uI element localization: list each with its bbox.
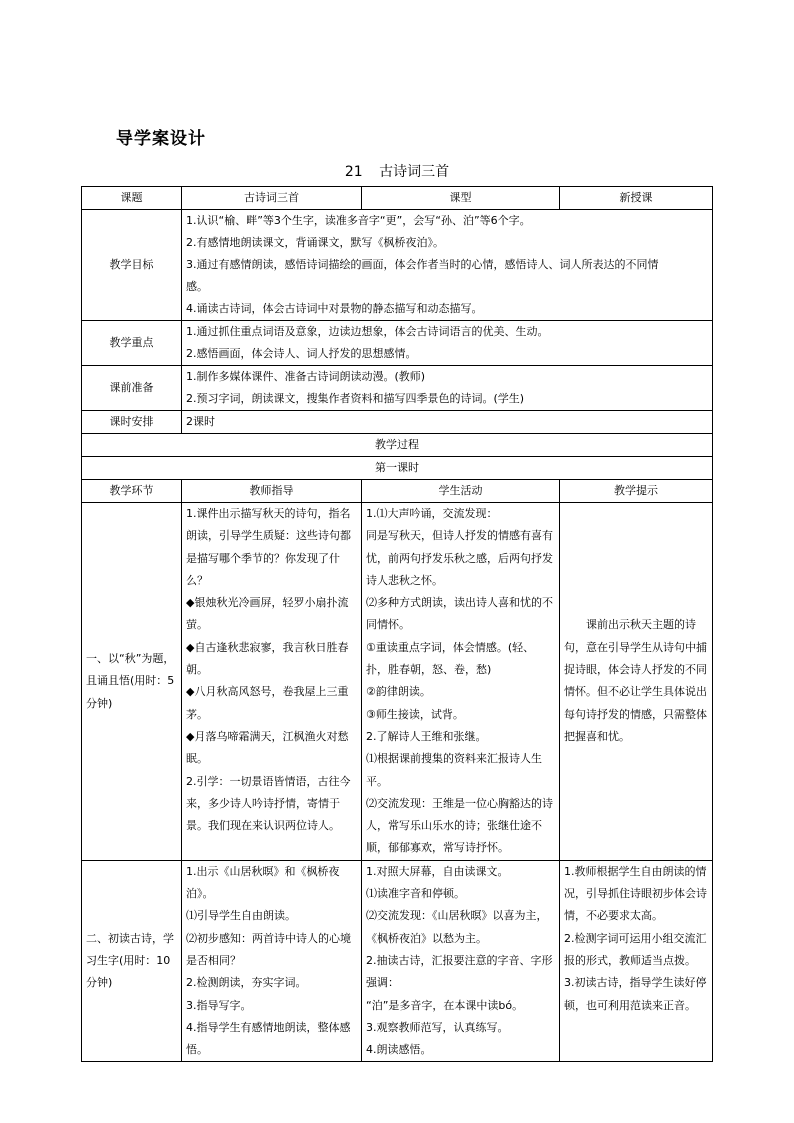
teacher-line: 4.指导学生有感情地朗读，整体感悟。	[186, 1020, 351, 1057]
stage-label: 一、以“秋”为题，且诵且悟(用时：5分钟)	[82, 503, 182, 861]
teacher-line: ⑴引导学生自由朗读。	[186, 909, 296, 923]
teacher-line: 2.检测朗读，夯实字词。	[186, 976, 307, 990]
teacher-line: ⑵初步感知：两首诗中诗人的心境是否相同？	[186, 931, 351, 967]
type-value: 新授课	[560, 187, 713, 210]
student-line: 4.朗读感悟。	[366, 1043, 432, 1057]
stage-tips	[560, 503, 713, 861]
stage-label: 二、初读古诗，学习生字(用时：10分钟)	[82, 860, 182, 1062]
teacher-line: 2.引学：一切景语皆情语，古往今来，多少诗人吟诗抒情，寄情于景。我们现在来认识两位诗人。	[186, 774, 351, 833]
student-line: ⑵交流发现：《山居秋暝》以喜为主，《枫桥夜泊》以愁为主。	[366, 909, 548, 945]
info-line: 1.认识“榆、畔”等3个生字，读准多音字“更”，会写“孙、泊”等6个字。	[186, 214, 531, 227]
info-row	[82, 210, 713, 321]
student-line: ⑴读准字音和停顿。	[366, 887, 465, 901]
period-title: 第一课时	[82, 457, 713, 480]
stage-teacher	[182, 503, 362, 861]
lesson-plan-table	[81, 186, 713, 1062]
page-heading: 导学案设计	[116, 129, 206, 149]
info-label: 课时安排	[82, 411, 182, 434]
info-line: 2课时	[186, 415, 215, 428]
header-row	[82, 187, 713, 210]
stage-tips	[560, 860, 713, 1062]
student-line: 1.对照大屏幕，自由读课文。	[366, 864, 509, 878]
teacher-line: 1.出示《山居秋暝》和《枫桥夜泊》。	[186, 864, 340, 901]
topic-value: 古诗词三首	[182, 187, 362, 210]
teacher-line: ◆自古逢秋悲寂寥，我言秋日胜春朝。	[186, 640, 349, 677]
info-label: 课前准备	[82, 366, 182, 411]
info-row	[82, 321, 713, 366]
info-line: 感。	[186, 280, 208, 293]
period-title-row	[82, 457, 713, 480]
student-line: 2.抽读古诗，汇报要注意的字音、字形强调：	[366, 953, 553, 990]
info-line: 2.预习字词，朗读课文，搜集作者资料和描写四季景色的诗词。(学生)	[186, 392, 525, 405]
stage-student	[362, 860, 560, 1062]
tips-line: 3.初读古诗，指导学生读好停顿，也可利用范读来正音。	[564, 976, 707, 1012]
info-line: 3.通过有感情朗读，感悟诗词描绘的画面，体会作者当时的心情，感悟诗人、词人所表达的不同情	[186, 258, 659, 271]
teacher-line: ◆八月秋高风怒号，卷我屋上三重茅。	[186, 685, 349, 721]
teacher-line: ◆银烛秋光冷画屏，轻罗小扇扑流萤。	[186, 596, 349, 632]
info-content	[182, 366, 713, 411]
student-line: 2.了解诗人王维和张继。	[366, 729, 487, 743]
tips-line: 课前出示秋天主题的诗句，意在引导学生从诗句中捕捉诗眼，体会诗人抒发的不同情怀。但不必让学生具体说出每句诗抒发的情感，只需整体把握喜和忧。	[564, 618, 707, 743]
info-line: 2.感悟画面，体会诗人、词人抒发的思想感情。	[186, 347, 417, 360]
info-line: 1.通过抓住重点词语及意象，边读边想象，体会古诗词语言的优美、生动。	[186, 325, 549, 338]
lesson-title	[0, 161, 794, 181]
student-line: 同是写秋天，但诗人抒发的情感有喜有忧，前两句抒发乐秋之感，后两句抒发诗人悲秋之怀。	[366, 529, 553, 587]
info-content	[182, 411, 713, 434]
teacher-line: ◆月落乌啼霜满天，江枫渔火对愁眠。	[186, 729, 349, 766]
student-line: ③师生接读，试背。	[366, 707, 464, 721]
stage-row	[82, 860, 713, 1062]
lesson-number: 21	[344, 164, 363, 180]
info-content	[182, 210, 713, 321]
info-line: 4.诵读古诗词，体会古诗词中对景物的静态描写和动态描写。	[186, 302, 483, 315]
tips-line: 1.教师根据学生自由朗读的情况，引导抓住诗眼初步体会诗情，不必要求太高。	[564, 864, 707, 923]
column-header-row	[82, 480, 713, 503]
student-line: 3.观察教师范写，认真练写。	[366, 1020, 509, 1034]
info-line: 2.有感情地朗读课文，背诵课文，默写《枫桥夜泊》。	[186, 236, 444, 249]
stage-student	[362, 503, 560, 861]
info-label: 教学目标	[82, 210, 182, 321]
process-title-row	[82, 434, 713, 457]
info-content	[182, 321, 713, 366]
student-line: 1.⑴大声吟诵，交流发现：	[366, 507, 498, 520]
info-row	[82, 411, 713, 434]
stage-teacher	[182, 860, 362, 1062]
student-line: ⑵交流发现：王维是一位心胸豁达的诗人，常写乐山乐水的诗；张继仕途不顺，郁郁寡欢，常写诗抒怀。	[366, 796, 553, 855]
teacher-line: 1.课件出示描写秋天的诗句，指名朗读，引导学生质疑：这些诗句都是描写哪个季节的？你发现了什么？	[186, 507, 351, 587]
column-header: 教师指导	[182, 480, 362, 503]
tips-line: 2.检测字词可运用小组交流汇报的形式，教师适当点拨。	[564, 931, 707, 967]
type-label: 课型	[362, 187, 560, 210]
column-header: 教学环节	[82, 480, 182, 503]
column-header: 教学提示	[560, 480, 713, 503]
info-line: 1.制作多媒体课件、准备古诗词朗读动漫。(教师)	[186, 370, 426, 383]
student-line: ⑵多种方式朗读，读出诗人喜和忧的不同情怀。	[366, 596, 553, 632]
student-line: “泊”是多音字，在本课中读bó。	[366, 998, 524, 1012]
info-label: 教学重点	[82, 321, 182, 366]
topic-label: 课题	[82, 187, 182, 210]
process-title: 教学过程	[82, 434, 713, 457]
info-row	[82, 366, 713, 411]
lesson-name: 古诗词三首	[379, 164, 450, 180]
teacher-line: 3.指导写字。	[186, 998, 252, 1012]
stage-row	[82, 503, 713, 861]
student-line: ①重读重点字词，体会情感。(轻、扑，胜春朝，怒、卷，愁)	[366, 640, 535, 677]
student-line: ⑴根据课前搜集的资料来汇报诗人生平。	[366, 752, 542, 788]
column-header: 学生活动	[362, 480, 560, 503]
student-line: ②韵律朗读。	[366, 685, 431, 699]
